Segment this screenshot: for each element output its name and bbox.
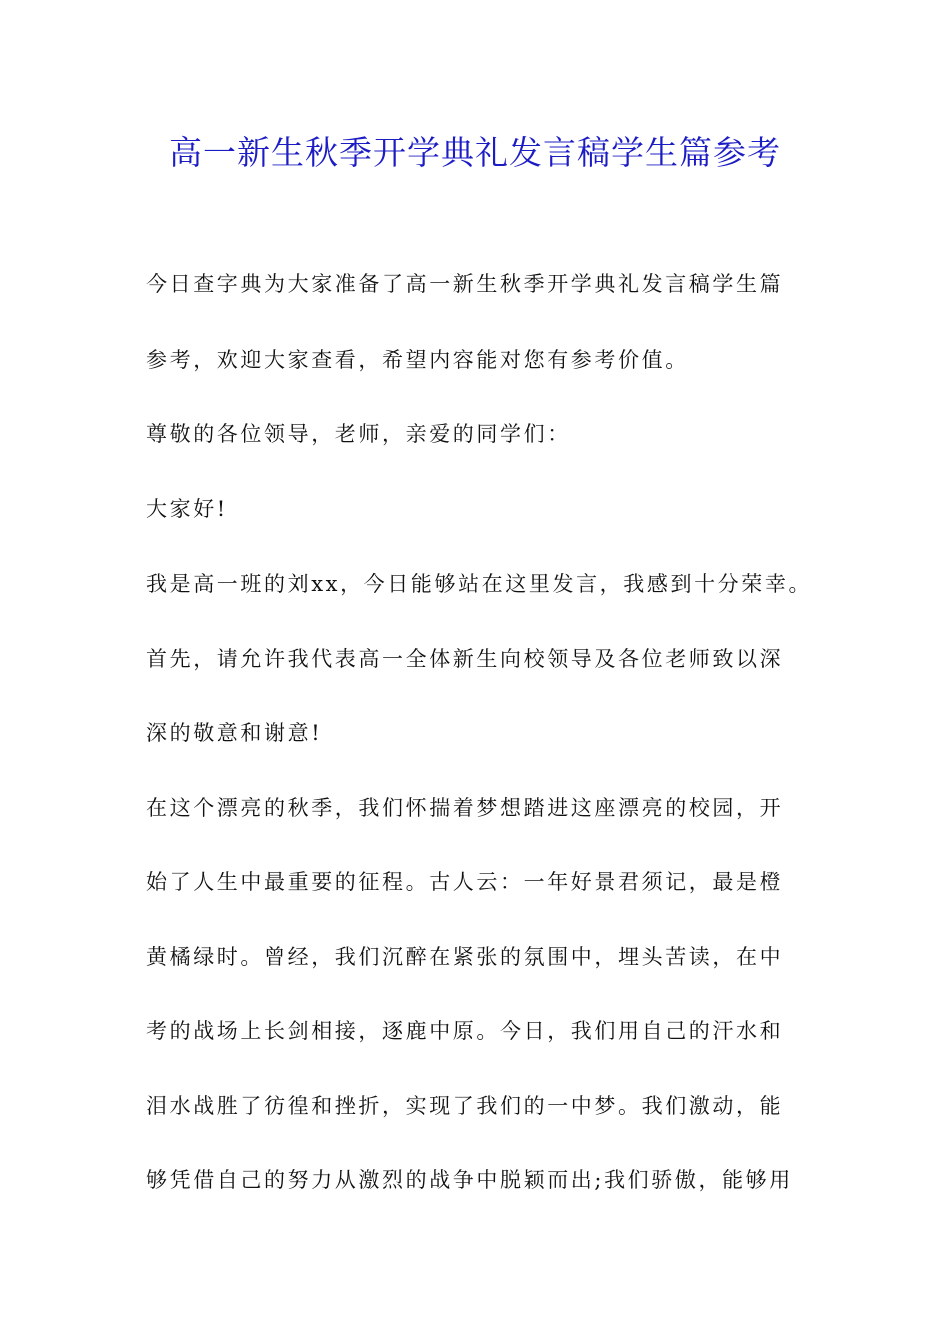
body-line-3: 深的敬意和谢意! [146, 721, 323, 745]
body-line-1: 我是高一班的刘xx，今日能够站在这里发言，我感到十分荣幸。 [146, 572, 813, 596]
body-line-8: 泪水战胜了彷徨和挫折，实现了我们的一中梦。我们激动，能 [146, 1094, 784, 1118]
body-line-6: 黄橘绿时。曾经，我们沉醉在紧张的氛围中，埋头苦读，在中 [146, 945, 784, 969]
body-line-5: 始了人生中最重要的征程。古人云：一年好景君须记，最是橙 [146, 870, 784, 894]
greeting-line: 大家好! [146, 497, 228, 521]
document-title: 高一新生秋季开学典礼发言稿学生篇参考 [169, 133, 781, 172]
body-line-2: 首先，请允许我代表高一全体新生向校领导及各位老师致以深 [146, 647, 784, 671]
intro-line-1: 今日查字典为大家准备了高一新生秋季开学典礼发言稿学生篇 [146, 272, 784, 296]
body-line-9: 够凭借自己的努力从激烈的战争中脱颖而出;我们骄傲，能够用 [146, 1168, 793, 1192]
body-line-7: 考的战场上长剑相接，逐鹿中原。今日，我们用自己的汗水和 [146, 1019, 784, 1043]
intro-line-2: 参考，欢迎大家查看，希望内容能对您有参考价值。 [146, 348, 689, 372]
salutation-line: 尊敬的各位领导，老师，亲爱的同学们： [146, 422, 571, 446]
body-line-4: 在这个漂亮的秋季，我们怀揣着梦想踏进这座漂亮的校园，开 [146, 796, 784, 820]
